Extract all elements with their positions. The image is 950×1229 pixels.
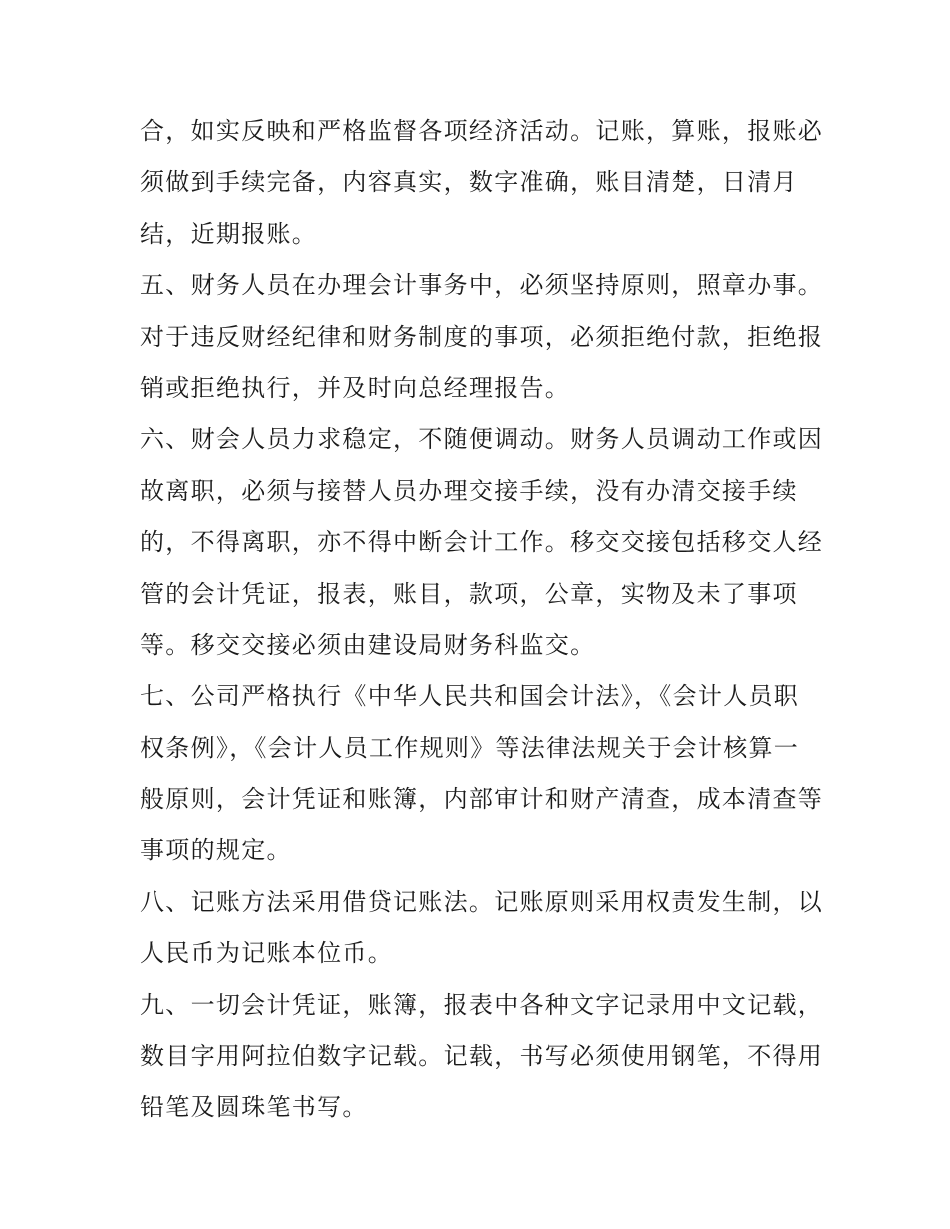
text-line: 人民币为记账本位币。 [140, 939, 393, 968]
text-line: 销或拒绝执行，并及时向总经理报告。 [140, 373, 571, 402]
text-line: 铅笔及圆珠笔书写。 [140, 1093, 368, 1122]
text-line: 管的会计凭证，报表，账目，款项，公章，实物及未了事项 [140, 579, 798, 608]
text-line: 般原则，会计凭证和账簿，内部审计和财产清查，成本清查等 [140, 785, 824, 814]
text-line: 八、记账方法采用借贷记账法。记账原则采用权责发生制，以 [140, 887, 824, 916]
text-line: 的，不得离职，亦不得中断会计工作。移交交接包括移交人经 [140, 528, 824, 557]
text-line: 故离职，必须与接替人员办理交接手续，没有办清交接手续 [140, 476, 798, 505]
text-line: 等。移交交接必须由建设局财务科监交。 [140, 630, 596, 659]
text-line: 须做到手续完备，内容真实，数字准确，账目清楚，日清月 [140, 168, 798, 197]
text-line: 数目字用阿拉伯数字记载。记载，书写必须使用钢笔，不得用 [140, 1042, 824, 1071]
text-line: 九、一切会计凭证，账簿，报表中各种文字记录用中文记载， [140, 990, 824, 1019]
text-line: 权条例》，《会计人员工作规则》等法律法规关于会计核算一 [140, 733, 800, 762]
document-body [140, 106, 824, 1134]
text-line: 五、财务人员在办理会计事务中，必须坚持原则，照章办事。 [140, 271, 824, 300]
text-line: 事项的规定。 [140, 836, 292, 865]
text-line: 结，近期报账。 [140, 219, 318, 248]
text-line: 对于违反财经纪律和财务制度的事项，必须拒绝付款，拒绝报 [140, 322, 824, 351]
text-line: 六、财会人员力求稳定，不随便调动。财务人员调动工作或因 [140, 425, 824, 454]
text-line: 七、公司严格执行《中华人民共和国会计法》，《会计人员职 [140, 682, 800, 711]
text-line: 合，如实反映和严格监督各项经济活动。记账，算账，报账必 [140, 117, 824, 145]
